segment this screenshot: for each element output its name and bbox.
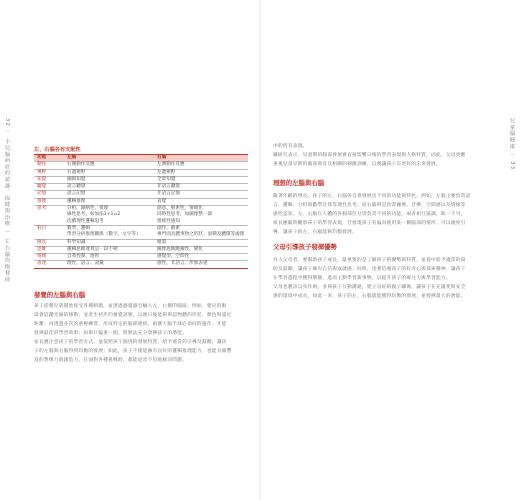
right-brain-cell (153, 261, 248, 267)
row-function-label: 科目 (37, 225, 47, 231)
brain-function-table (34, 154, 248, 269)
left-running-header: 32 ｜ 小兒腦病症的認識、保健與治療 ｜ 左右腦均衡發展 (4, 118, 10, 283)
left-brain-cell (63, 254, 153, 260)
cell-text: 自我控制、理智 (67, 254, 100, 260)
cell-text: 直覺 (157, 198, 167, 204)
table-title: 左、右腦各有支配性 (34, 147, 81, 153)
cell-text: 分析、歸納性、推理 (67, 206, 109, 212)
cell-text: 創意、藝術性、情緒化 (157, 206, 203, 212)
table-row (34, 170, 248, 177)
section1-paragraph (34, 302, 248, 365)
row-function-label: 推理 (37, 198, 47, 204)
cell-text: 邏輯思維連貫是一段不變 (67, 246, 118, 252)
table-row (34, 199, 248, 206)
paragraph-line: 球會追蹤光線的移動，並產生初步的視覺訊號，以便日後能夠辨認物體的形狀、顏色和遠近 (34, 313, 232, 318)
paragraph-line: 父母也應該以身作則，多與孩子互動溝通，建立良好的親子關係，讓孩子在充滿愛與安全 (273, 285, 466, 290)
right-brain-cell (153, 170, 248, 176)
cell-text: 繪畫 (157, 239, 167, 245)
paragraph-line: 家長應注意孩子的學習方式，並依照孩子個別的發展特質，給予適當的引導及鼓勵，讓孩 (34, 340, 227, 345)
table-row (34, 206, 248, 226)
table-row (34, 261, 248, 267)
paragraph-line: 助及鼓勵，讓孩子擁有自信與成就感；同時，也要培養孩子的好奇心與探索精神，讓孩子 (273, 267, 466, 272)
cell-text: 左側動作反應 (157, 162, 185, 168)
paragraph-line: 家長應隨時觀察孩子的學習表現，若發現孩子有偏向使用某一側腦部的情形，可以適度引 (273, 221, 466, 226)
cell-text: 數學、邏輯 (67, 225, 90, 231)
paragraph-line: 富的想像力與創造力，在面對各種挑戰時，都能從容不迫地解決問題。 (34, 358, 188, 363)
paragraph-line: 感性認知。左、右腦在人體的各個部位分別負責不同的功能，兩者相互協調，缺一不可。 (273, 212, 466, 217)
row-function-label: 思維 (37, 246, 47, 252)
cell-text: 右側動作反應 (67, 162, 95, 168)
left-brain-cell (63, 206, 153, 225)
cell-text: 圖像思維跳躍性、變化 (157, 246, 203, 252)
paragraph-line: 感的環境中成長，如此一來，孩子的左、右腦就能獲得均衡的發展，並發揮最大的潛能。 (273, 294, 466, 299)
cell-text: 細節知覺 (67, 176, 86, 182)
left-brain-cell (63, 170, 153, 176)
left-brain-cell (63, 199, 153, 205)
paragraph-line: 發揮最佳的學習效果；如果只偏重一側，將無法充分發揮孩子的潛能。 (34, 331, 188, 336)
header-function: 功能 (37, 155, 47, 160)
cell-text: 左邊視野 (157, 169, 176, 175)
cell-text: 邏輯推理 (67, 198, 86, 204)
right-brain-cell (153, 226, 248, 239)
cell-text: 語言聽覺 (67, 184, 86, 190)
right-brain-cell (153, 240, 248, 246)
right-brain-cell (153, 247, 248, 253)
right-brain-cell (153, 191, 248, 197)
paragraph-line: 距離；再透過多次的重複練習，形成特定的腦部連結。兩側大腦半球必須同時運作，才能 (34, 322, 227, 327)
row-function-label: 視野 (37, 169, 47, 175)
left-brain-cell (63, 240, 153, 246)
row-function-label: 動作 (37, 162, 47, 168)
section2-intro-paragraph (273, 142, 487, 169)
left-brain-cell (63, 261, 153, 267)
cell-text: 感覺型、空間性 (157, 254, 190, 260)
paragraph-line: 據研究表示，兒童期的腦部發展會直接影響日後的學習表現與人格特質，因此，父母更應 (273, 153, 466, 158)
table-row (34, 162, 248, 169)
paragraph-line: 言、邏輯、分析與數學計算等理性思考；而右腦則是負責圖像、音樂、空間感以及情緒等 (273, 203, 466, 208)
row-function-label: 記憶 (37, 191, 47, 197)
cell-text: 線性思考，如加法1+1=2 (67, 212, 121, 218)
paragraph-line: 重視兒童早期的腦部發育及相關的刺激訓練，以便讓孩子有更好的未來發展。 (273, 162, 441, 167)
table-row (34, 226, 248, 240)
cell-text: 科學知識 (67, 239, 86, 245)
row-function-label: 知覺 (37, 176, 47, 182)
header-right-brain: 右腦 (157, 155, 167, 160)
right-brain-cell (153, 184, 248, 190)
right-brain-cell (153, 254, 248, 260)
row-function-label: 表達 (37, 261, 47, 267)
cell-text: 非語言聽覺 (157, 184, 180, 190)
section2-heading: 理想的左腦與右腦 (273, 179, 325, 187)
paragraph-line: 中的所有表現。 (273, 144, 308, 149)
left-brain-cell (63, 226, 153, 239)
cell-text: 次續理性邏輯思考 (67, 218, 104, 224)
row-function-label: 思考 (37, 206, 47, 212)
table-row (34, 191, 248, 198)
cell-text: 學習分析推理關係（數字、文字等） (67, 232, 141, 238)
paragraph-line: 孩子從嬰兒就開始接受各種刺激，並透過感覺器官輸入左、右側的腦區，例如，嬰兒的眼 (34, 304, 227, 309)
cell-text: 非語言記憶 (157, 191, 180, 197)
right-brain-cell (153, 199, 248, 205)
cell-text: 創作、藝術 (157, 225, 180, 231)
header-left-brain: 左腦 (67, 155, 77, 160)
section1-heading: 發覺的左腦與右腦 (34, 291, 86, 299)
cell-text: 專門而具體事物之形狀、面積及體積等處理 (157, 232, 245, 238)
right-running-header: 兒童腦健康 ｜ 33 (509, 118, 515, 171)
row-function-label: 情緒 (37, 254, 47, 260)
paragraph-line: 隨著年齡的增長，孩子的左、右腦各自會發展出不同的功能與特色，例如，左腦主要負責語 (273, 194, 471, 199)
cell-text: 理性、語言、詞彙 (67, 261, 104, 267)
paragraph-line: 導，讓孩子的左、右腦能夠均衡發展。 (273, 230, 357, 235)
row-function-label: 聽覺 (37, 184, 47, 190)
left-brain-cell (63, 191, 153, 197)
section3-paragraph (273, 256, 487, 301)
section3-heading: 父母引導孩子發揮優勢 (273, 243, 337, 251)
right-brain-cell (153, 206, 248, 225)
cell-text: 右邊視野 (67, 169, 86, 175)
right-brain-cell (153, 177, 248, 183)
left-brain-cell (63, 162, 153, 168)
left-brain-cell (63, 247, 153, 253)
cell-text: 感性、非語言、形象表達 (157, 261, 208, 267)
paragraph-line: 子的左腦與右腦得到均衡的發展；如此，孩子不僅能擁有良好的邏輯推理能力，也能具備豐 (34, 349, 232, 354)
left-brain-cell (63, 177, 153, 183)
row-function-label: 擅長 (37, 239, 47, 245)
section2-paragraph (273, 192, 487, 237)
cell-text: 語言記憶 (67, 191, 86, 197)
cell-text: 同時性思考，如圖像整一部 (157, 212, 213, 218)
table-row (34, 240, 248, 247)
left-brain-cell (63, 184, 153, 190)
cell-text: 情緒性感知 (157, 218, 180, 224)
page-gutter (259, 0, 261, 500)
paragraph-line: 為人父母者，要幫助孩子成長，最重要的是了解孩子的優勢與特質，並從中給予適當的協 (273, 258, 466, 263)
paragraph-line: 在學習過程中獲得樂趣，進而主動學習新事物，以提升孩子的專注力與學習能力。 (273, 276, 451, 281)
right-brain-cell (153, 162, 248, 168)
cell-text: 全景知覺 (157, 176, 176, 182)
